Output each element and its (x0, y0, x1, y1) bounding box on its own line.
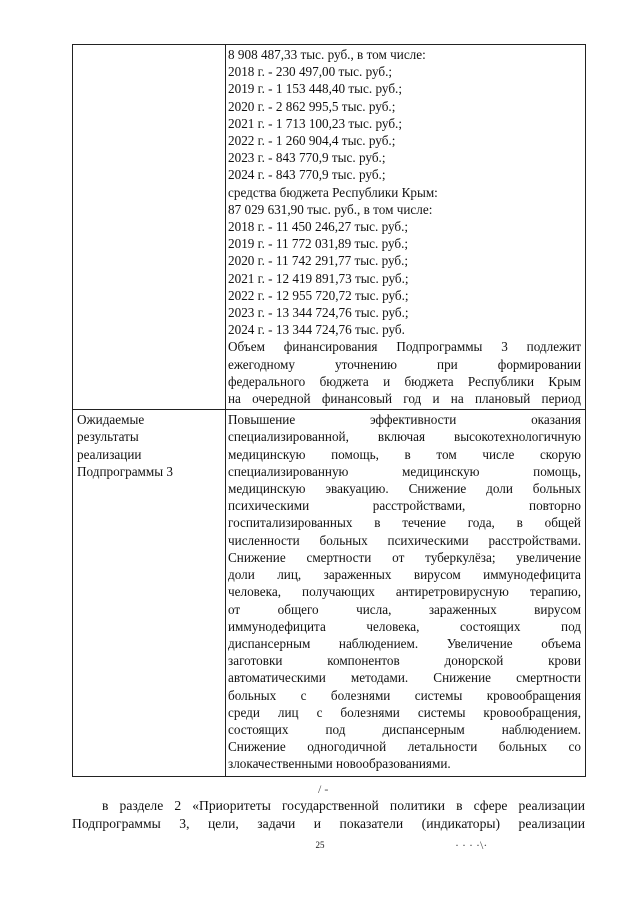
label-line: реализации (77, 446, 142, 462)
row2-value-cell (226, 410, 586, 776)
result-line: численности больных психическими расстройствами. (228, 532, 581, 548)
result-line: Повышение эффективности оказания (228, 412, 581, 428)
result-line: состоящих под диспансерным наблюдением. (228, 721, 581, 737)
financing-line: 2019 г. - 11 772 031,89 тыс. руб.; (228, 236, 409, 252)
result-line: госпитализированных в течение года, в общей (228, 515, 581, 531)
financing-line: 2019 г. - 1 153 448,40 тыс. руб.; (228, 81, 402, 97)
result-line: злокачественными новообразованиями. (228, 756, 451, 772)
financing-note (226, 338, 585, 407)
program-passport-table (72, 44, 586, 777)
paragraph-line: Подпрограммы 3, цели, задачи и показатели (индикаторы) реализации (72, 816, 585, 831)
result-line: от общего числа, зараженных вирусом (228, 601, 581, 617)
row1-label-cell (73, 45, 226, 410)
result-line: специализированную медицинскую помощь, (228, 463, 581, 479)
financing-note-line: на очередной финансовый год и на плановый период (228, 391, 581, 407)
financing-line: 2024 г. - 843 770,9 тыс. руб.; (228, 167, 386, 183)
pen-mark-2: · · · ·\· (455, 838, 488, 852)
label-line: Подпрограммы 3 (77, 463, 173, 479)
expected-results-label (73, 411, 225, 480)
financing-line: 2022 г. - 1 260 904,4 тыс. руб.; (228, 133, 396, 149)
financing-line: 2021 г. - 1 713 100,23 тыс. руб.; (228, 115, 402, 131)
financing-line: 2022 г. - 12 955 720,72 тыс. руб.; (228, 287, 409, 303)
financing-note-line: ежегодному уточнению при формировании (228, 356, 581, 372)
financing-lines (226, 46, 585, 338)
paragraph-line: в разделе 2 «Приоритеты государственной политики в сфере реализации (102, 798, 585, 813)
result-line: заготовки компонентов донорской крови (228, 653, 581, 669)
table-row-expected-results (73, 410, 586, 776)
financing-line: 2020 г. - 2 862 995,5 тыс. руб.; (228, 98, 396, 114)
financing-note-line: федерального бюджета и бюджета Республики Крым (228, 373, 581, 389)
result-line: специализированной, включая высокотехнологичную (228, 429, 581, 445)
row1-value-cell (226, 45, 586, 410)
result-line: медицинскую помощь, в том числе скорую (228, 446, 581, 462)
result-line: среди лиц с болезнями системы кровообращения, (228, 704, 581, 720)
result-line: диспансерным наблюдением. Увеличение объема (228, 635, 581, 651)
page-number: 25 (315, 840, 325, 850)
label-line: Ожидаемые (77, 412, 145, 428)
label-line: результаты (77, 429, 139, 445)
table-row-financing (73, 45, 586, 410)
result-line: иммунодефицита человека, состоящих под (228, 618, 581, 634)
expected-results-text (226, 411, 585, 772)
financing-line: средства бюджета Республики Крым: (228, 184, 438, 200)
financing-line: 2021 г. - 12 419 891,73 тыс. руб.; (228, 270, 409, 286)
financing-note-line: Объем финансирования Подпрограммы 3 подлежит (228, 339, 581, 355)
financing-line: 2024 г. - 13 344 724,76 тыс. руб. (228, 322, 405, 338)
result-line: медицинскую эвакуацию. Снижение доли больных (228, 481, 581, 497)
result-line: психическими расстройствами, повторно (228, 498, 581, 514)
row2-label-cell (73, 410, 226, 776)
financing-line: 87 029 631,90 тыс. руб., в том числе: (228, 201, 433, 217)
pen-mark: / ‐ (318, 782, 329, 796)
financing-line: 2023 г. - 843 770,9 тыс. руб.; (228, 150, 386, 166)
financing-line: 2023 г. - 13 344 724,76 тыс. руб.; (228, 305, 409, 321)
financing-line: 2020 г. - 11 742 291,77 тыс. руб.; (228, 253, 409, 269)
section-2-paragraph (72, 797, 585, 833)
financing-line: 2018 г. - 11 450 246,27 тыс. руб.; (228, 219, 409, 235)
financing-line: 2018 г. - 230 497,00 тыс. руб.; (228, 64, 393, 80)
result-line: автоматическими методами. Снижение смертности (228, 670, 581, 686)
result-line: человека, получающих антиретровирусную терапию, (228, 584, 581, 600)
result-line: больных с болезнями системы кровообращения (228, 687, 581, 703)
result-line: Снижение смертности от туберкулёза; увеличение (228, 549, 581, 565)
result-line: доли лиц, зараженных вирусом иммунодефицита (228, 567, 581, 583)
result-line: Снижение одногодичной летальности больных со (228, 739, 581, 755)
financing-line: 8 908 487,33 тыс. руб., в том числе: (228, 47, 426, 62)
